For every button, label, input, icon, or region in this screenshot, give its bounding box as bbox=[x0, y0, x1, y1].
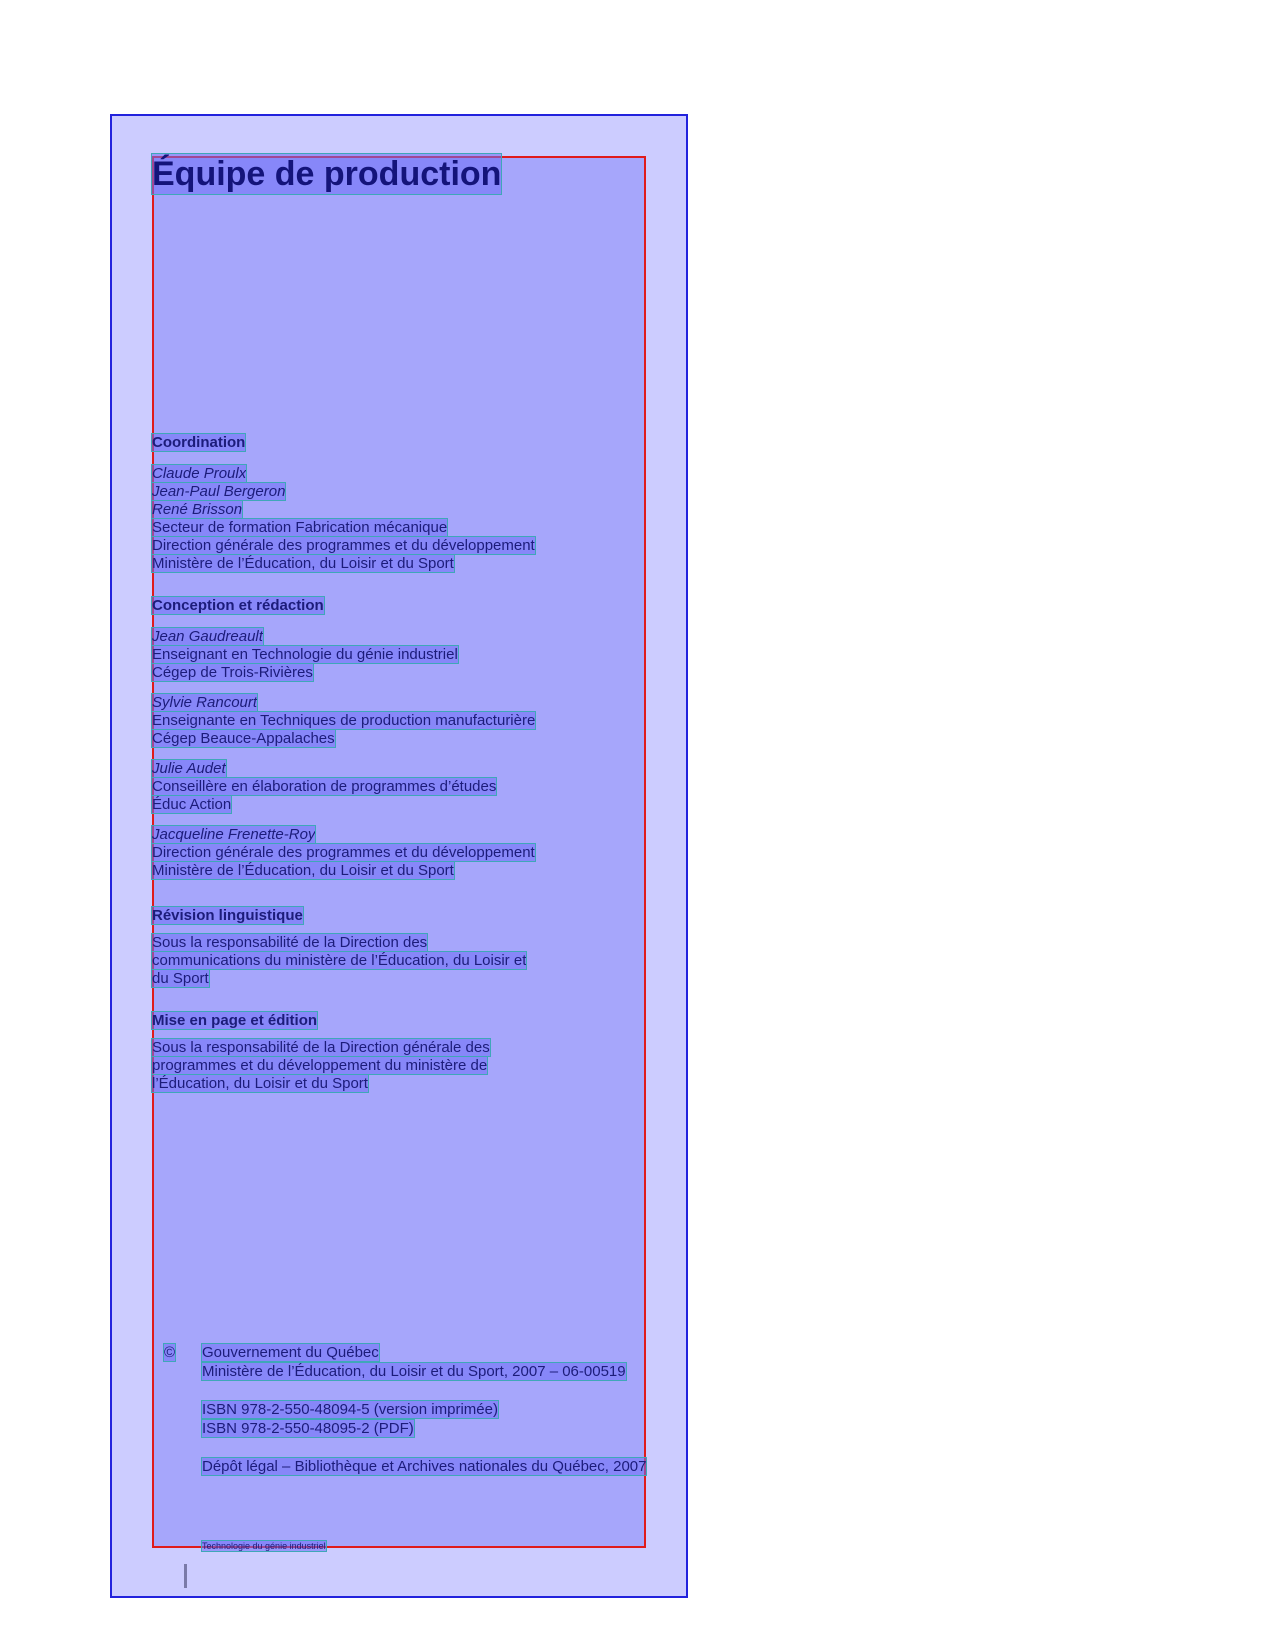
section-heading: Conception et rédaction bbox=[152, 597, 324, 614]
description-line: programmes et du développement du ministère de bbox=[152, 1057, 488, 1074]
description-line: Sous la responsabilité de la Direction des bbox=[152, 934, 428, 951]
affiliation-line: Ministère de l’Éducation, du Loisir et du Sport bbox=[152, 862, 454, 879]
person-name: Jean-Paul Bergeron bbox=[152, 483, 286, 500]
isbn-print: ISBN 978-2-550-48094-5 (version imprimée) bbox=[202, 1401, 498, 1418]
copyright-line: Gouvernement du Québec bbox=[202, 1344, 379, 1361]
footer-program-title: Technologie du génie industriel bbox=[202, 1541, 326, 1551]
affiliation-line: Éduc Action bbox=[152, 796, 232, 813]
section-conception bbox=[152, 597, 535, 880]
section-heading: Mise en page et édition bbox=[152, 1012, 318, 1029]
affiliation-line: Direction générale des programmes et du développement bbox=[152, 844, 535, 861]
person-name: Jacqueline Frenette-Roy bbox=[152, 826, 316, 843]
affiliation-line: Cégep de Trois-Rivières bbox=[152, 664, 313, 681]
person-name: Sylvie Rancourt bbox=[152, 694, 258, 711]
page-title: Équipe de production bbox=[152, 155, 502, 193]
description-line: Sous la responsabilité de la Direction générale des bbox=[152, 1039, 490, 1056]
section-coordination bbox=[152, 434, 535, 573]
section-heading: Révision linguistique bbox=[152, 907, 303, 924]
affiliation-line: Enseignant en Technologie du génie industriel bbox=[152, 646, 458, 663]
person-name: Jean Gaudreault bbox=[152, 628, 263, 645]
legal-deposit: Dépôt légal – Bibliothèque et Archives nationales du Québec, 2007 bbox=[202, 1458, 647, 1475]
person-name: Claude Proulx bbox=[152, 465, 247, 482]
affiliation-line: Enseignante en Techniques de production manufacturière bbox=[152, 712, 536, 729]
affiliation-line: Cégep Beauce-Appalaches bbox=[152, 730, 335, 747]
affiliation-line: Secteur de formation Fabrication mécanique bbox=[152, 519, 448, 536]
copyright-symbol: © bbox=[164, 1344, 176, 1361]
person-name: Julie Audet bbox=[152, 760, 226, 777]
section-revision bbox=[152, 907, 526, 988]
person-name: René Brisson bbox=[152, 501, 243, 518]
description-line: l’Éducation, du Loisir et du Sport bbox=[152, 1075, 368, 1092]
copyright-line: Ministère de l’Éducation, du Loisir et du Sport, 2007 – 06-00519 bbox=[202, 1363, 626, 1380]
page-marker bbox=[184, 1564, 187, 1588]
section-mise-en-page bbox=[152, 1012, 490, 1093]
description-line: du Sport bbox=[152, 970, 209, 987]
isbn-pdf: ISBN 978-2-550-48095-2 (PDF) bbox=[202, 1420, 414, 1437]
affiliation-line: Conseillère en élaboration de programmes d’études bbox=[152, 778, 497, 795]
affiliation-line: Direction générale des programmes et du développement bbox=[152, 537, 535, 554]
affiliation-line: Ministère de l’Éducation, du Loisir et du Sport bbox=[152, 555, 454, 572]
description-line: communications du ministère de l’Éducation, du Loisir et bbox=[152, 952, 527, 969]
section-heading: Coordination bbox=[152, 434, 246, 451]
